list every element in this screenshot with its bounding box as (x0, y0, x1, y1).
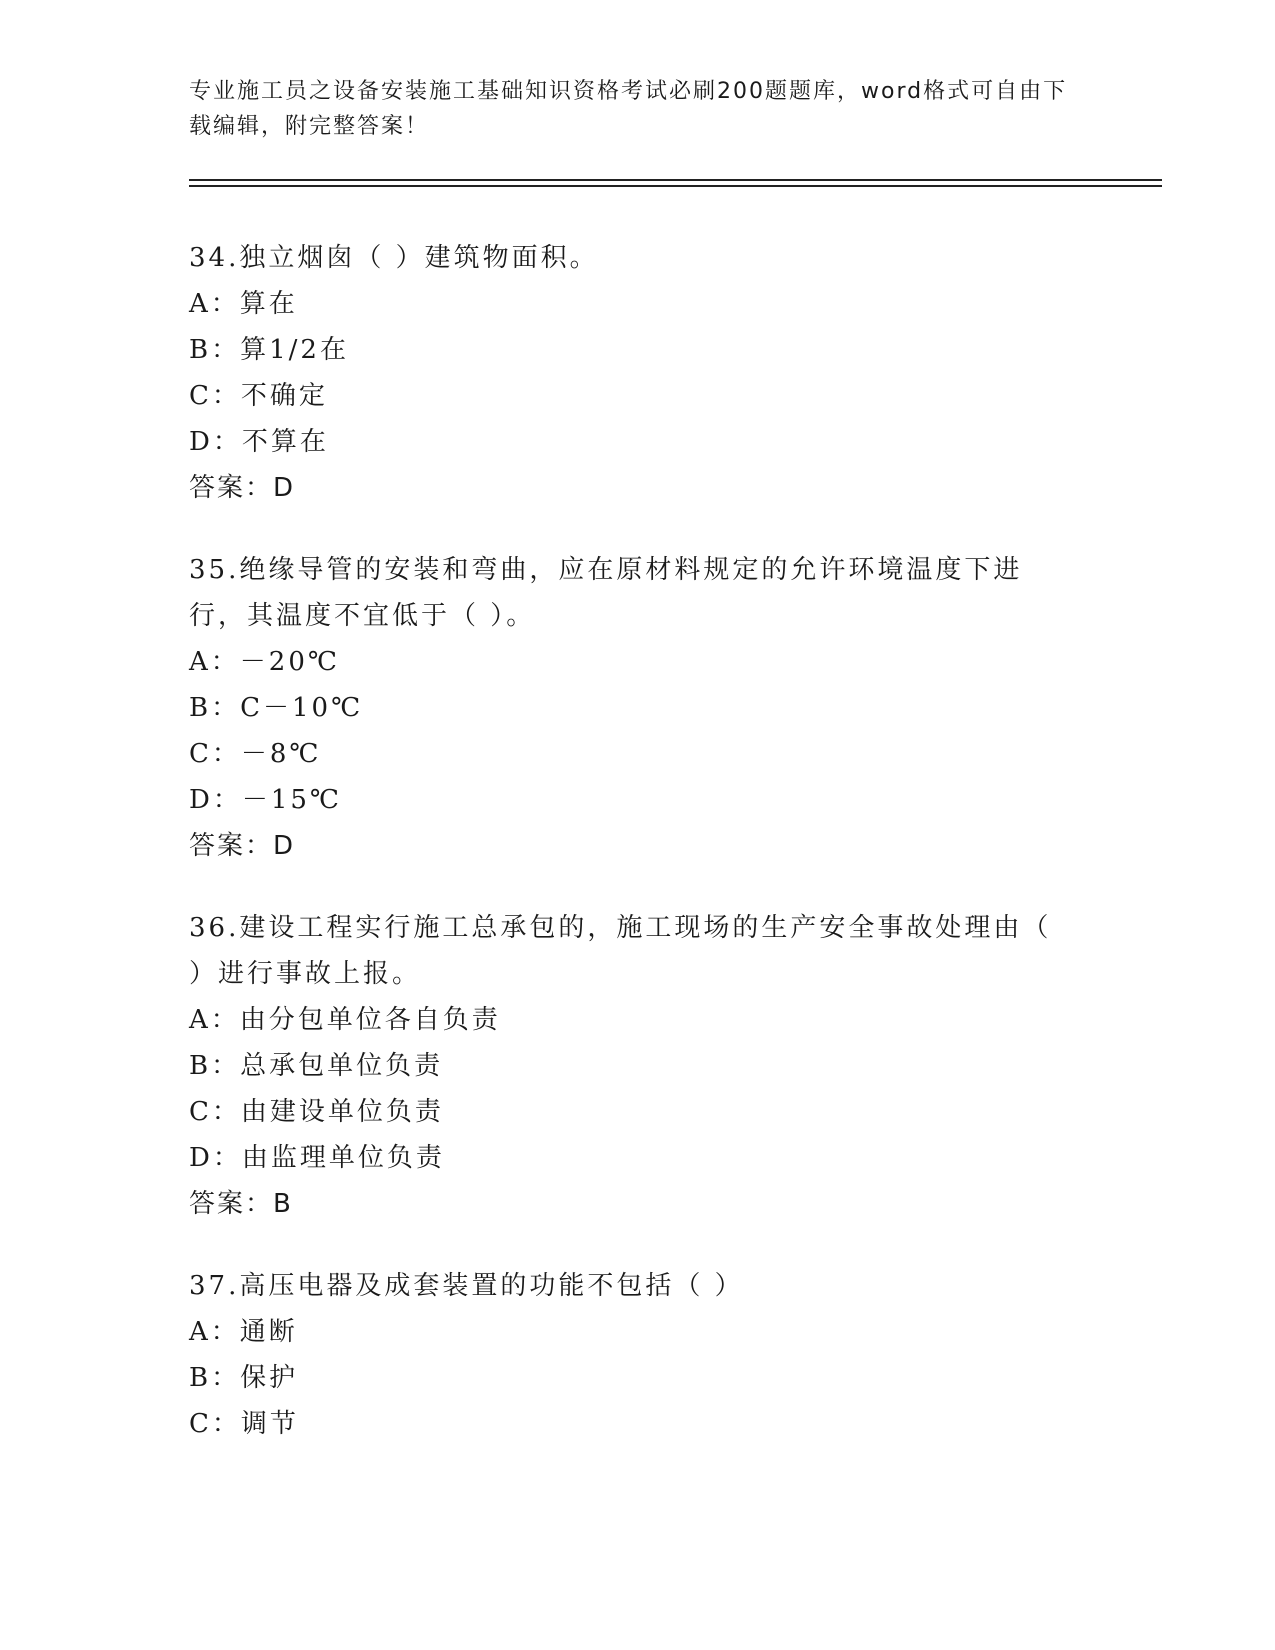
answer-text: 答案：D (189, 831, 296, 861)
option-a: A：通断 (189, 1317, 298, 1347)
answer-text: 答案：B (189, 1189, 293, 1219)
question-stem: 34.独立烟囱（ ）建筑物面积。 (189, 243, 599, 273)
option-d: D：由监理单位负责 (189, 1143, 445, 1173)
option-c: C：调节 (189, 1409, 299, 1439)
option-b: B：C－10℃ (189, 693, 364, 723)
option-c: C：由建设单位负责 (189, 1097, 444, 1127)
option-b: B：保护 (189, 1363, 299, 1393)
question-list (189, 235, 1089, 1483)
question-item (189, 235, 1089, 511)
option-c: C：－8℃ (189, 739, 322, 769)
answer-text: 答案：D (189, 473, 296, 503)
option-a: A：算在 (189, 289, 298, 319)
option-b: B：算1/2在 (189, 335, 349, 365)
option-d: D：－15℃ (189, 785, 343, 815)
header-divider-top (189, 179, 1162, 181)
option-a: A：由分包单位各自负责 (189, 1005, 501, 1035)
document-title: 专业施工员之设备安装施工基础知识资格考试必刷200题题库，word格式可自由下载编辑，附完整答案！ (189, 79, 1068, 139)
option-b: B：总承包单位负责 (189, 1051, 444, 1081)
option-d: D：不算在 (189, 427, 329, 457)
option-a: A：－20℃ (189, 647, 340, 677)
question-stem: 37.高压电器及成套装置的功能不包括（ ） (189, 1271, 744, 1301)
question-item (189, 1263, 1089, 1447)
question-stem: 35.绝缘导管的安装和弯曲，应在原材料规定的允许环境温度下进行，其温度不宜低于（ ）。 (189, 555, 1023, 631)
question-stem: 36.建设工程实行施工总承包的，施工现场的生产安全事故处理由（ ）进行事故上报。 (189, 913, 1052, 989)
question-item (189, 547, 1089, 869)
option-c: C：不确定 (189, 381, 328, 411)
header-divider-bottom (189, 185, 1162, 187)
question-item (189, 905, 1089, 1227)
